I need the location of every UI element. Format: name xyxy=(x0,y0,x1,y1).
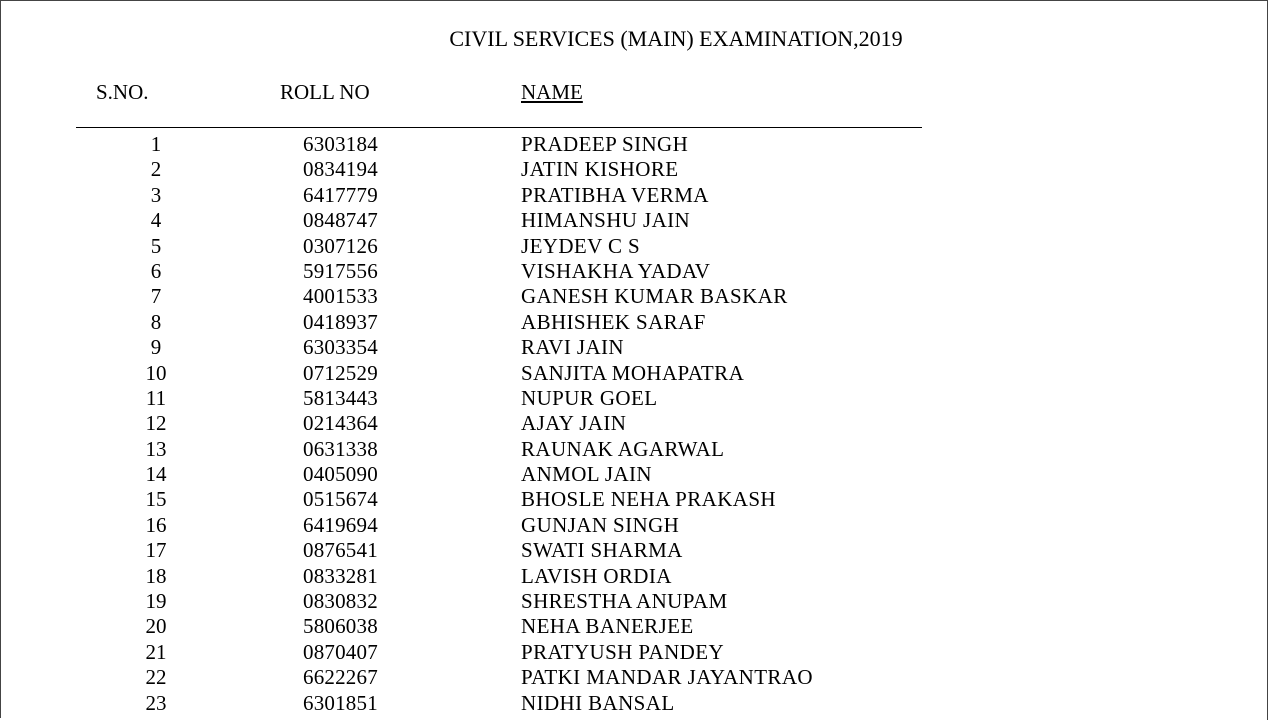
table-row xyxy=(0,589,1280,614)
candidate-name: NEHA BANERJEE xyxy=(521,614,694,639)
serial-number: 11 xyxy=(145,385,167,410)
table-row xyxy=(0,513,1280,538)
candidate-name: SWATI SHARMA xyxy=(521,538,683,563)
table-row xyxy=(0,183,1280,208)
serial-number: 8 xyxy=(150,309,162,334)
roll-number: 0307126 xyxy=(303,233,378,258)
table-row xyxy=(0,538,1280,563)
column-header-roll-no: ROLL NO xyxy=(280,80,370,104)
serial-number: 7 xyxy=(150,284,162,309)
table-row xyxy=(0,208,1280,233)
roll-number: 0870407 xyxy=(303,639,378,664)
candidate-name: RAVI JAIN xyxy=(521,335,624,360)
roll-number: 6417779 xyxy=(303,182,378,207)
candidate-name: NIDHI BANSAL xyxy=(521,690,675,715)
roll-number: 4001533 xyxy=(303,284,378,309)
serial-number: 19 xyxy=(145,589,167,614)
roll-number: 6303184 xyxy=(303,132,378,156)
candidate-name: ANMOL JAIN xyxy=(521,462,652,487)
header-divider xyxy=(76,127,922,128)
candidate-name: RAUNAK AGARWAL xyxy=(521,436,725,461)
candidate-name: HIMANSHU JAIN xyxy=(521,208,691,233)
candidate-name: GANESH KUMAR BASKAR xyxy=(521,284,788,309)
roll-number: 0848747 xyxy=(303,208,378,233)
roll-number: 0712529 xyxy=(303,360,378,385)
candidate-name: PRATIBHA VERMA xyxy=(521,182,709,207)
serial-number: 17 xyxy=(145,538,167,563)
table-row xyxy=(0,411,1280,436)
serial-number: 2 xyxy=(150,157,162,182)
serial-number: 3 xyxy=(150,182,162,207)
serial-number: 10 xyxy=(145,360,167,385)
roll-number: 5806038 xyxy=(303,614,378,639)
table-row xyxy=(0,462,1280,487)
table-row xyxy=(0,564,1280,589)
roll-number: 0631338 xyxy=(303,436,378,461)
candidate-name: JATIN KISHORE xyxy=(521,157,679,182)
roll-number: 0405090 xyxy=(303,462,378,487)
table-row xyxy=(0,487,1280,512)
document-title: CIVIL SERVICES (MAIN) EXAMINATION,2019 xyxy=(449,26,903,51)
roll-number: 5813443 xyxy=(303,385,378,410)
table-row xyxy=(0,361,1280,386)
roll-number: 0418937 xyxy=(303,309,378,334)
roll-number: 6419694 xyxy=(303,512,378,537)
candidate-name: GUNJAN SINGH xyxy=(521,512,680,537)
table-row xyxy=(0,386,1280,411)
serial-number: 6 xyxy=(150,258,162,283)
serial-number: 12 xyxy=(145,411,167,436)
serial-number: 18 xyxy=(145,563,167,588)
table-row xyxy=(0,234,1280,259)
column-header-sno: S.NO. xyxy=(96,80,149,104)
roll-number: 0515674 xyxy=(303,487,378,512)
roll-number: 0833281 xyxy=(303,563,378,588)
candidate-name: LAVISH ORDIA xyxy=(521,563,672,588)
table-row xyxy=(0,132,1280,157)
candidate-name: ABHISHEK SARAF xyxy=(521,309,706,334)
roll-number: 0834194 xyxy=(303,157,378,182)
candidate-name: SHRESTHA ANUPAM xyxy=(521,589,728,614)
roll-number: 6301851 xyxy=(303,690,378,715)
roll-number: 6622267 xyxy=(303,665,378,690)
serial-number: 20 xyxy=(145,614,167,639)
serial-number: 9 xyxy=(150,335,162,360)
candidate-name: PRADEEP SINGH xyxy=(521,132,689,156)
roll-number: 0214364 xyxy=(303,411,378,436)
serial-number: 21 xyxy=(145,639,167,664)
candidate-name: PATKI MANDAR JAYANTRAO xyxy=(521,665,813,690)
candidate-name: AJAY JAIN xyxy=(521,411,627,436)
serial-number: 4 xyxy=(150,208,162,233)
table-row xyxy=(0,259,1280,284)
serial-number: 13 xyxy=(145,436,167,461)
table-row xyxy=(0,335,1280,360)
results-list xyxy=(0,132,1280,716)
table-row xyxy=(0,310,1280,335)
candidate-name: PRATYUSH PANDEY xyxy=(521,639,725,664)
serial-number: 22 xyxy=(145,665,167,690)
roll-number: 0876541 xyxy=(303,538,378,563)
candidate-name: BHOSLE NEHA PRAKASH xyxy=(521,487,776,512)
table-row xyxy=(0,614,1280,639)
candidate-name: SANJITA MOHAPATRA xyxy=(521,360,745,385)
table-row xyxy=(0,437,1280,462)
candidate-name: JEYDEV C S xyxy=(521,233,641,258)
serial-number: 5 xyxy=(150,233,162,258)
roll-number: 0830832 xyxy=(303,589,378,614)
table-row xyxy=(0,157,1280,182)
table-row xyxy=(0,665,1280,690)
candidate-name: NUPUR GOEL xyxy=(521,385,658,410)
serial-number: 15 xyxy=(145,487,167,512)
table-row xyxy=(0,284,1280,309)
table-row xyxy=(0,640,1280,665)
table-row xyxy=(0,691,1280,716)
serial-number: 14 xyxy=(145,462,167,487)
serial-number: 23 xyxy=(145,690,167,715)
column-header-name: NAME xyxy=(521,80,583,104)
candidate-name: VISHAKHA YADAV xyxy=(521,258,711,283)
roll-number: 6303354 xyxy=(303,335,378,360)
serial-number: 16 xyxy=(145,512,167,537)
serial-number: 1 xyxy=(150,132,162,156)
roll-number: 5917556 xyxy=(303,258,378,283)
